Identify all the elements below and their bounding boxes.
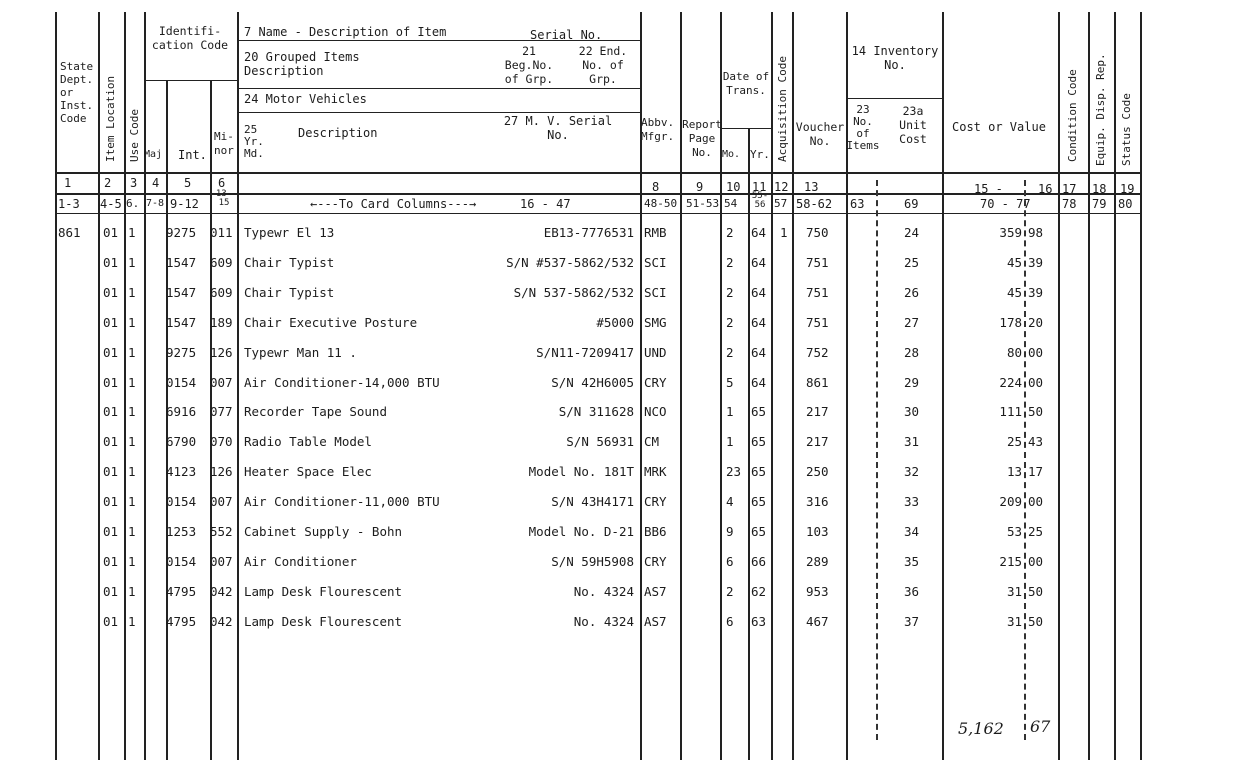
- item-location: 01: [103, 285, 119, 300]
- card-col: 63: [850, 197, 865, 211]
- item-location: 01: [103, 584, 119, 599]
- card-col: 80: [1118, 197, 1133, 211]
- trans-year: 66: [751, 554, 767, 569]
- card-col: 6.: [126, 197, 140, 210]
- header-identification: Identifi- cation Code: [151, 24, 229, 52]
- use-code: 1: [128, 285, 136, 300]
- trans-year: 65: [751, 434, 767, 449]
- cost-dollars: 31: [1006, 584, 1022, 599]
- header-mv-27: 27 M. V. Serial No.: [503, 114, 613, 142]
- use-code: 1: [128, 375, 136, 390]
- serial-number: S/N 56931: [566, 434, 634, 449]
- cost-cents: 17: [1028, 464, 1044, 479]
- col-num: 2: [104, 176, 112, 190]
- header-acquisition: Acquisition Code: [776, 56, 789, 162]
- inventory-number: 26: [904, 285, 920, 300]
- int-code: 6916: [166, 404, 197, 419]
- trans-year: 62: [751, 584, 767, 599]
- serial-number: S/N 311628: [558, 404, 634, 419]
- card-col: 69: [904, 197, 919, 211]
- trans-year: 64: [751, 375, 767, 390]
- header-yr-25: 25 Yr. Md.: [244, 123, 264, 160]
- col-num: 11: [752, 180, 767, 194]
- voucher-number: 953: [806, 584, 829, 599]
- card-col: 57: [774, 197, 788, 210]
- card-col: 4-5: [100, 197, 122, 211]
- serial-number: #5000: [596, 315, 634, 330]
- header-maj: Maj: [144, 149, 163, 160]
- header-condition: Condition Code: [1066, 69, 1079, 162]
- voucher-number: 861: [806, 375, 829, 390]
- voucher-number: 103: [806, 524, 829, 539]
- cost-cents: 98: [1028, 225, 1044, 240]
- col-num: 13: [804, 180, 819, 194]
- col-num: 15 -: [974, 182, 1003, 196]
- inventory-number: 31: [904, 434, 920, 449]
- col-num: 17: [1062, 182, 1077, 196]
- header-beg-21: 21 Beg.No. of Grp.: [504, 44, 554, 86]
- int-code: 9275: [166, 345, 197, 360]
- item-description: Lamp Desk Flourescent: [244, 614, 403, 629]
- inventory-number: 34: [904, 524, 920, 539]
- cost-dollars: 359: [999, 225, 1022, 240]
- minor-code: 189: [210, 315, 233, 330]
- total-cents: 67: [1030, 717, 1051, 736]
- cost-dollars: 25: [1006, 434, 1022, 449]
- header-mo: Mo.: [722, 149, 741, 160]
- cost-dollars: 80: [1006, 345, 1022, 360]
- cost-cents: 00: [1028, 375, 1044, 390]
- voucher-number: 751: [806, 315, 829, 330]
- header-equip: Equip. Disp. Rep.: [1094, 53, 1107, 166]
- card-col: 70 - 77: [980, 197, 1031, 211]
- inventory-number: 25: [904, 255, 920, 270]
- use-code: 1: [128, 494, 136, 509]
- minor-code: 007: [210, 554, 233, 569]
- minor-code: 609: [210, 255, 233, 270]
- serial-number: S/N 59H5908: [551, 554, 634, 569]
- trans-month: 2: [726, 584, 734, 599]
- item-description: Typewr Man 11 .: [244, 345, 357, 360]
- item-description: Heater Space Elec: [244, 464, 372, 479]
- trans-year: 65: [751, 404, 767, 419]
- header-description: Description: [298, 126, 378, 140]
- cost-dollars: 111: [999, 404, 1022, 419]
- card-col: 13-15: [215, 189, 233, 208]
- serial-number: No. 4324: [573, 614, 634, 629]
- trans-month: 23: [726, 464, 742, 479]
- col-num: 19: [1120, 182, 1135, 196]
- item-description: Air Conditioner-11,000 BTU: [244, 494, 440, 509]
- voucher-number: 316: [806, 494, 829, 509]
- abbv-mfgr: RMB: [644, 225, 667, 240]
- trans-month: 2: [726, 345, 734, 360]
- trans-month: 4: [726, 494, 734, 509]
- item-description: Air Conditioner-14,000 BTU: [244, 375, 440, 390]
- col-num: 10: [726, 180, 741, 194]
- header-state: State Dept. or Inst. Code: [60, 60, 94, 125]
- serial-number: S/N11-7209417: [536, 345, 634, 360]
- trans-year: 64: [751, 345, 767, 360]
- use-code: 1: [128, 524, 136, 539]
- inventory-number: 24: [904, 225, 920, 240]
- inventory-number: 33: [904, 494, 920, 509]
- int-code: 0154: [166, 375, 197, 390]
- cost-dollars: 45: [1006, 285, 1022, 300]
- serial-number: No. 4324: [573, 584, 634, 599]
- item-location: 01: [103, 345, 119, 360]
- header-motor-24: 24 Motor Vehicles: [244, 92, 367, 106]
- to-card-columns-arrow: ←---To Card Columns---→: [310, 197, 477, 211]
- minor-code: 042: [210, 584, 233, 599]
- voucher-number: 250: [806, 464, 829, 479]
- serial-number: Model No. 181T: [528, 464, 634, 479]
- trans-year: 63: [751, 614, 767, 629]
- minor-code: 011: [210, 225, 233, 240]
- header-minor: Mi- nor: [214, 130, 234, 157]
- use-code: 1: [128, 584, 136, 599]
- trans-month: 2: [726, 255, 734, 270]
- trans-month: 9: [726, 524, 734, 539]
- col-num: 5: [184, 176, 192, 190]
- cost-dollars: 31: [1006, 614, 1022, 629]
- voucher-number: 750: [806, 225, 829, 240]
- abbv-mfgr: AS7: [644, 584, 667, 599]
- abbv-mfgr: BB6: [644, 524, 667, 539]
- inventory-number: 36: [904, 584, 920, 599]
- total-dollars: 5,162: [958, 719, 1004, 738]
- cost-cents: 00: [1028, 494, 1044, 509]
- item-description: Air Conditioner: [244, 554, 357, 569]
- cost-cents: 39: [1028, 255, 1044, 270]
- abbv-mfgr: CRY: [644, 494, 667, 509]
- use-code: 1: [128, 315, 136, 330]
- int-code: 1547: [166, 255, 197, 270]
- inventory-number: 35: [904, 554, 920, 569]
- cost-cents: 00: [1028, 554, 1044, 569]
- cost-dollars: 209: [999, 494, 1022, 509]
- card-col: 58-62: [796, 197, 833, 211]
- inventory-number: 29: [904, 375, 920, 390]
- serial-number: Model No. D-21: [528, 524, 634, 539]
- header-no-items: 23 No. of Items: [846, 103, 880, 152]
- serial-number: S/N 537-5862/532: [513, 285, 634, 300]
- trans-year: 65: [751, 464, 767, 479]
- cost-cents: 25: [1028, 524, 1044, 539]
- item-location: 01: [103, 464, 119, 479]
- inventory-number: 30: [904, 404, 920, 419]
- trans-month: 1: [726, 404, 734, 419]
- card-col: 55-56: [751, 191, 769, 210]
- serial-number: S/N 43H4171: [551, 494, 634, 509]
- int-code: 6790: [166, 434, 197, 449]
- minor-code: 126: [210, 345, 233, 360]
- int-code: 9275: [166, 225, 197, 240]
- inventory-number: 28: [904, 345, 920, 360]
- trans-year: 64: [751, 225, 767, 240]
- inventory-number: 27: [904, 315, 920, 330]
- item-location: 01: [103, 614, 119, 629]
- int-code: 4795: [166, 584, 197, 599]
- cost-dollars: 224: [999, 375, 1022, 390]
- cost-dollars: 215: [999, 554, 1022, 569]
- voucher-number: 217: [806, 404, 829, 419]
- abbv-mfgr: UND: [644, 345, 667, 360]
- card-col: 1-3: [58, 197, 80, 211]
- item-location: 01: [103, 404, 119, 419]
- col-num: 1: [64, 176, 72, 190]
- item-location: 01: [103, 225, 119, 240]
- voucher-number: 467: [806, 614, 829, 629]
- trans-year: 65: [751, 524, 767, 539]
- cost-cents: 20: [1028, 315, 1044, 330]
- header-end-22: 22 End. No. of Grp.: [578, 44, 628, 86]
- card-col: 78: [1062, 197, 1077, 211]
- trans-year: 64: [751, 315, 767, 330]
- cost-cents: 50: [1028, 584, 1044, 599]
- abbv-mfgr: NCO: [644, 404, 667, 419]
- cost-dollars: 45: [1006, 255, 1022, 270]
- abbv-mfgr: SMG: [644, 315, 667, 330]
- minor-code: 070: [210, 434, 233, 449]
- item-location: 01: [103, 524, 119, 539]
- item-location: 01: [103, 494, 119, 509]
- int-code: 0154: [166, 494, 197, 509]
- header-voucher: Voucher No.: [795, 120, 845, 148]
- col-num: 9: [696, 180, 704, 194]
- cost-cents: 43: [1028, 434, 1044, 449]
- trans-month: 2: [726, 315, 734, 330]
- item-description: Typewr El 13: [244, 225, 335, 240]
- inventory-number: 37: [904, 614, 920, 629]
- abbv-mfgr: CRY: [644, 554, 667, 569]
- col-num: 3: [130, 176, 138, 190]
- int-code: 1253: [166, 524, 197, 539]
- state-code: 861: [58, 225, 81, 240]
- use-code: 1: [128, 345, 136, 360]
- cost-cents: 39: [1028, 285, 1044, 300]
- col-num: 4: [152, 176, 160, 190]
- item-description: Cabinet Supply - Bohn: [244, 524, 403, 539]
- use-code: 1: [128, 464, 136, 479]
- inventory-number: 32: [904, 464, 920, 479]
- int-code: 4795: [166, 614, 197, 629]
- trans-month: 6: [726, 554, 734, 569]
- abbv-mfgr: SCI: [644, 255, 667, 270]
- cost-cents: 50: [1028, 614, 1044, 629]
- voucher-number: 217: [806, 434, 829, 449]
- minor-code: 609: [210, 285, 233, 300]
- minor-code: 042: [210, 614, 233, 629]
- item-location: 01: [103, 434, 119, 449]
- minor-code: 007: [210, 375, 233, 390]
- int-code: 0154: [166, 554, 197, 569]
- col-num: 8: [652, 180, 660, 194]
- item-description: Chair Typist: [244, 285, 335, 300]
- card-col: 48-50: [644, 197, 678, 210]
- item-description: Recorder Tape Sound: [244, 404, 387, 419]
- minor-code: 007: [210, 494, 233, 509]
- trans-year: 65: [751, 494, 767, 509]
- abbv-mfgr: MRK: [644, 464, 667, 479]
- trans-month: 5: [726, 375, 734, 390]
- header-cost: Cost or Value: [952, 120, 1046, 134]
- use-code: 1: [128, 554, 136, 569]
- trans-month: 1: [726, 434, 734, 449]
- cost-cents: 00: [1028, 345, 1044, 360]
- header-report: Report Page No.: [682, 118, 722, 159]
- voucher-number: 751: [806, 285, 829, 300]
- card-col: 51-53: [686, 197, 720, 210]
- int-code: 1547: [166, 285, 197, 300]
- card-col: 9-12: [170, 197, 199, 211]
- serial-number: S/N 42H6005: [551, 375, 634, 390]
- header-unit-cost: 23a Unit Cost: [899, 104, 927, 146]
- header-int: Int.: [178, 148, 207, 162]
- voucher-number: 752: [806, 345, 829, 360]
- minor-code: 077: [210, 404, 233, 419]
- acquisition-code: 1: [780, 225, 788, 240]
- int-code: 1547: [166, 315, 197, 330]
- col-num: 16: [1038, 182, 1053, 196]
- header-serial: Serial No.: [530, 28, 603, 42]
- col-num: 12: [774, 180, 789, 194]
- item-description: Radio Table Model: [244, 434, 372, 449]
- header-yr: Yr.: [750, 148, 770, 161]
- header-item-location: Item Location: [104, 75, 117, 162]
- trans-year: 64: [751, 285, 767, 300]
- voucher-number: 751: [806, 255, 829, 270]
- use-code: 1: [128, 434, 136, 449]
- cost-cents: 50: [1028, 404, 1044, 419]
- header-status: Status Code: [1120, 93, 1133, 166]
- abbv-mfgr: AS7: [644, 614, 667, 629]
- abbv-mfgr: SCI: [644, 285, 667, 300]
- col-num: 6: [218, 176, 226, 190]
- use-code: 1: [128, 404, 136, 419]
- trans-month: 2: [726, 285, 734, 300]
- card-col: 54: [724, 197, 738, 210]
- minor-code: 126: [210, 464, 233, 479]
- item-description: Chair Executive Posture: [244, 315, 418, 330]
- item-location: 01: [103, 375, 119, 390]
- trans-month: 6: [726, 614, 734, 629]
- header-name-7: 7 Name - Description of Item: [244, 25, 447, 39]
- voucher-number: 289: [806, 554, 829, 569]
- item-location: 01: [103, 554, 119, 569]
- header-abbv: Abbv. Mfgr.: [641, 116, 675, 143]
- card-col: 79: [1092, 197, 1107, 211]
- header-use-code: Use Code: [128, 109, 141, 162]
- header-date-trans: Date of Trans.: [722, 70, 770, 97]
- cost-dollars: 13: [1006, 464, 1022, 479]
- trans-month: 2: [726, 225, 734, 240]
- item-description: Chair Typist: [244, 255, 335, 270]
- minor-code: 552: [210, 524, 233, 539]
- cost-dollars: 53: [1006, 524, 1022, 539]
- col-num: 18: [1092, 182, 1107, 196]
- item-location: 01: [103, 255, 119, 270]
- card-col: 16 - 47: [520, 197, 571, 211]
- use-code: 1: [128, 225, 136, 240]
- header-inventory: 14 Inventory No.: [851, 44, 939, 72]
- item-description: Lamp Desk Flourescent: [244, 584, 403, 599]
- cost-dollars: 178: [999, 315, 1022, 330]
- serial-number: EB13-7776531: [543, 225, 634, 240]
- trans-year: 64: [751, 255, 767, 270]
- use-code: 1: [128, 255, 136, 270]
- int-code: 4123: [166, 464, 197, 479]
- item-location: 01: [103, 315, 119, 330]
- serial-number: S/N #537-5862/532: [506, 255, 634, 270]
- card-col: 7-8: [146, 198, 165, 209]
- header-grouped-20: 20 Grouped Items Description: [244, 50, 360, 78]
- use-code: 1: [128, 614, 136, 629]
- abbv-mfgr: CM: [644, 434, 660, 449]
- abbv-mfgr: CRY: [644, 375, 667, 390]
